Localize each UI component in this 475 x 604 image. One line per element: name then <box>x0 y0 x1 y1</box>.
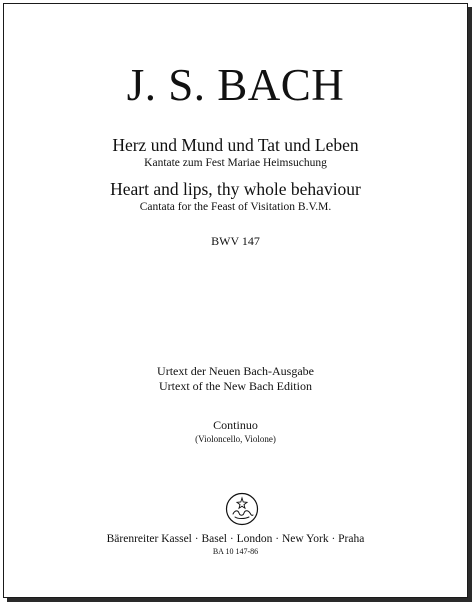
score-cover-page <box>3 3 468 598</box>
composer-name: J. S. BACH <box>126 60 345 110</box>
edition-line-german: Urtext der Neuen Bach-Ausgabe <box>157 364 314 378</box>
publisher-catalog-number: BA 10 147-86 <box>212 547 259 556</box>
part-name: Continuo <box>213 418 258 432</box>
work-subtitle-german: Kantate zum Fest Mariae Heimsuchung <box>144 157 327 169</box>
edition-line-english: Urtext of the New Bach Edition <box>159 379 312 393</box>
publisher-imprint: Bärenreiter Kassel · Basel · London · New York · Praha <box>106 533 365 545</box>
work-title-english: Heart and lips, thy whole behaviour <box>110 179 361 199</box>
work-subtitle-english: Cantata for the Feast of Visitation B.V.M. <box>139 201 332 213</box>
work-title-german: Herz und Mund und Tat und Leben <box>112 135 359 155</box>
catalog-number-bwv: BWV 147 <box>211 234 260 248</box>
baerenreiter-logo-icon <box>225 492 259 526</box>
part-instruments: (Violoncello, Violone) <box>195 434 276 444</box>
